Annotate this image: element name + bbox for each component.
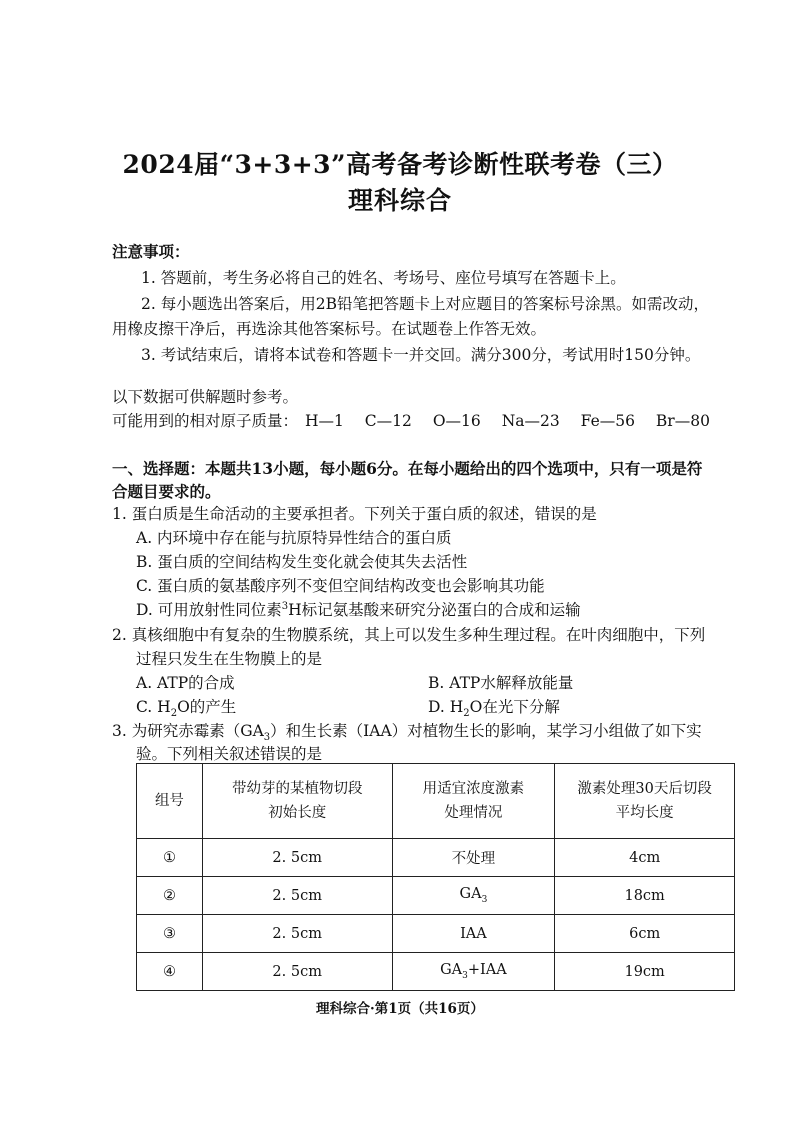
atomic-mass-line [112,409,710,431]
q2-option-b: B. ATP水解释放能量 [428,674,574,692]
notice-item-2-line2: 用橡皮擦干净后，再选涂其他答案标号。在试题卷上作答无效。 [112,320,547,338]
q3-stem-post: ）和生长素（IAA）对植物生长的影响，某学习小组做了如下实 [270,722,702,740]
table-cell [392,953,555,991]
atomic-mass-br: Br—80 [655,412,710,430]
q2-stem-line1: 2. 真核细胞中有复杂的生物膜系统，其上可以发生多种生理过程。在叶肉细胞中，下列 [112,626,706,644]
atomic-mass-o: O—16 [432,412,481,430]
q2-option-d [428,695,560,719]
atomic-mass-na: Na—23 [501,412,560,430]
table-cell: 6cm [555,915,735,953]
table-cell-text: GA [440,962,463,979]
reference-note: 以下数据可供解题时参考。 [112,388,299,406]
q2-option-c-pre: C. H [136,698,171,716]
q2-option-c-post: O的产生 [177,698,237,716]
table-cell: 2. 5cm [202,839,392,877]
atomic-mass-h: H—1 [304,412,344,430]
section1-heading-line1: 一、选择题：本题共13小题，每小题6分。在每小题给出的四个选项中，只有一项是符 [112,459,703,478]
table-cell: 19cm [555,953,735,991]
q3-stem-line1 [112,719,702,743]
notice-item-2-line1: 2. 每小题选出答案后，用2B铅笔把答题卡上对应题目的答案标号涂黑。如需改动， [141,295,709,313]
table-cell: ④ [137,953,203,991]
table-header-treatment-line1: 用适宜浓度激素 [422,781,525,797]
table-cell: 不处理 [392,839,555,877]
table-cell: 4cm [555,839,735,877]
table-cell: ① [137,839,203,877]
table-cell: 18cm [555,877,735,915]
q2-option-d-post: O在光下分解 [469,698,560,716]
table-row [137,953,735,991]
table-header-initial-length [202,764,392,839]
table-cell [392,877,555,915]
table-cell-subscript: 3 [481,894,488,905]
q1-option-d-pre: D. 可用放射性同位素 [136,601,282,619]
table-cell: ③ [137,915,203,953]
table-cell: 2. 5cm [202,877,392,915]
table-header-group-text: 组号 [154,793,184,809]
q2-option-d-subscript: 2 [463,708,470,720]
table-row [137,915,735,953]
table-cell: 2. 5cm [202,953,392,991]
q2-option-d-pre: D. H [428,698,464,716]
q1-option-b: B. 蛋白质的空间结构发生变化就会使其失去活性 [136,553,468,571]
page-footer: 理科综合·第1页（共16页） [316,1001,484,1017]
experiment-table [136,763,735,991]
q1-option-c: C. 蛋白质的氨基酸序列不变但空间结构改变也会影响其功能 [136,577,545,595]
table-cell-subscript: 3 [462,970,468,981]
q1-stem: 1. 蛋白质是生命活动的主要承担者。下列关于蛋白质的叙述，错误的是 [112,505,597,523]
table-header-treatment-line2: 处理情况 [444,805,503,821]
q1-option-d-post: H标记氨基酸来研究分泌蛋白的合成和运输 [288,601,581,619]
table-header-final-length [555,764,735,839]
q2-option-c [136,695,236,719]
table-header-row [137,764,735,839]
atomic-mass-c: C—12 [364,412,412,430]
atomic-mass-label: 可能用到的相对原子质量： [112,412,299,430]
q3-stem-line2: 验。下列相关叙述错误的是 [136,745,323,763]
notice-heading: 注意事项： [112,242,190,261]
q1-option-a: A. 内环境中存在能与抗原特异性结合的蛋白质 [136,529,452,547]
exam-subtitle: 理科综合 [347,186,452,215]
table-header-final-length-line2: 平均长度 [615,805,674,821]
table-row [137,877,735,915]
table-header-final-length-line1: 激素处理30天后切段 [577,781,712,797]
table-cell: IAA [392,915,555,953]
section1-heading-line2: 合题目要求的。 [112,482,221,501]
table-row [137,839,735,877]
table-header-group [137,764,203,839]
table-cell-text-post: +IAA [467,962,507,979]
q2-stem-line2: 过程只发生在生物膜上的是 [136,650,323,668]
q3-stem-pre: 3. 为研究赤霉素（GA [112,722,264,740]
q2-option-c-subscript: 2 [170,708,178,720]
exam-title: 2024届“3+3+3”高考备考诊断性联考卷（三） [122,150,678,179]
table-cell: 2. 5cm [202,915,392,953]
q1-option-d [136,598,581,620]
table-header-initial-length-line1: 带幼芽的某植物切段 [231,781,363,797]
notice-item-1: 1. 答题前，考生务必将自己的姓名、考场号、座位号填写在答题卡上。 [141,269,626,287]
atomic-mass-fe: Fe—56 [580,412,635,430]
table-header-initial-length-line2: 初始长度 [268,805,327,821]
notice-item-3: 3. 考试结束后，请将本试卷和答题卡一并交回。满分300分，考试用时150分钟。 [141,346,701,364]
table-cell: ② [137,877,203,915]
table-header-treatment [392,764,555,839]
q3-stem-subscript: 3 [263,732,271,744]
table-cell-text: GA [459,886,482,903]
q2-option-a: A. ATP的合成 [136,674,235,692]
q1-option-d-superscript: 3 [281,600,289,612]
